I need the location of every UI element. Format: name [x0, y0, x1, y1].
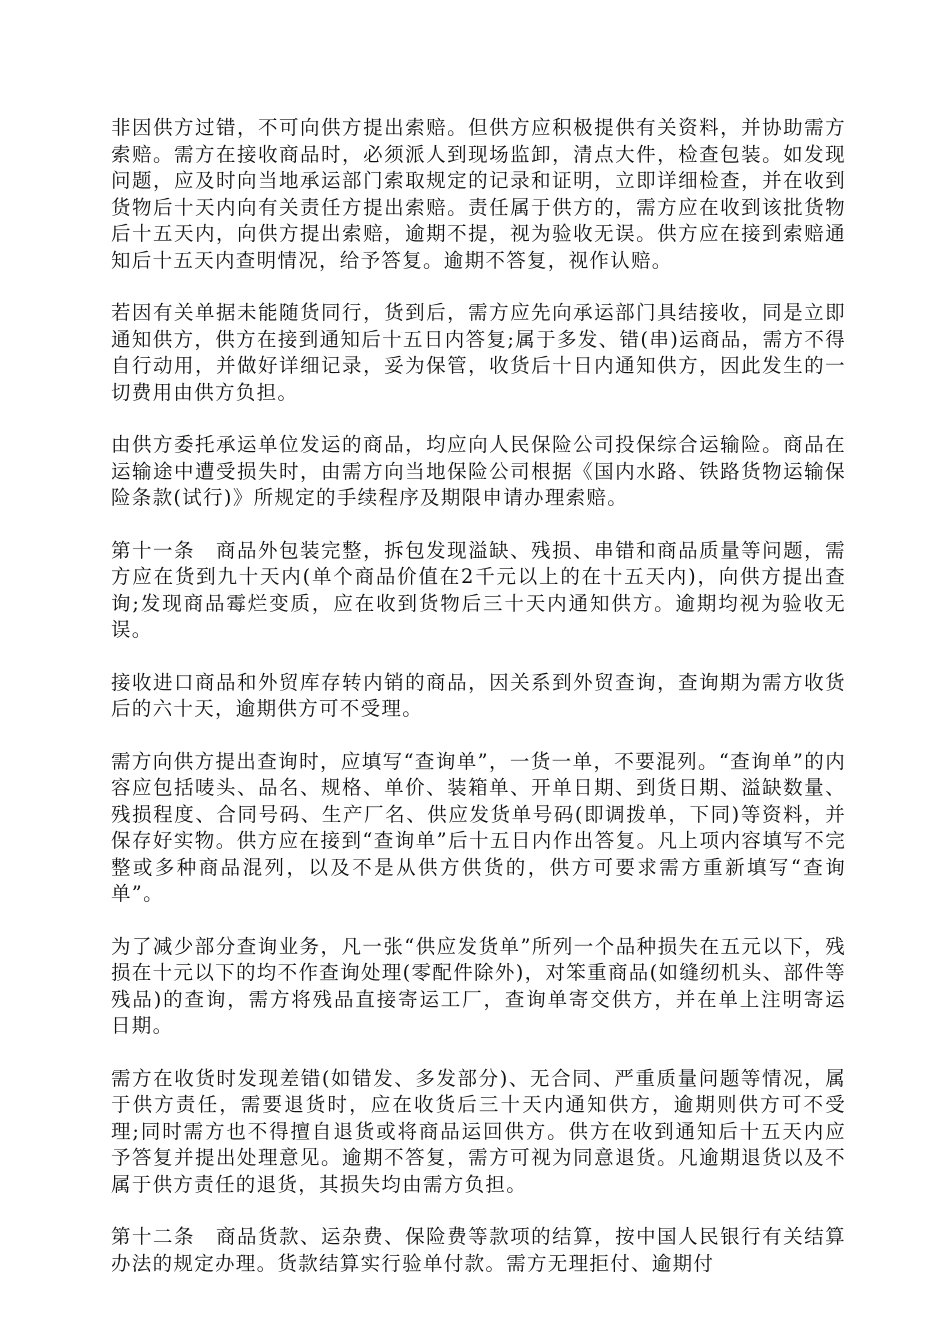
paragraph-article-11: 第十一条 商品外包装完整，拆包发现溢缺、残损、串错和商品质量等问题，需方应在货到九十天内(单个商品价值在2千元以上的在十五天内)，向供方提出查询;发现商品霉烂变质，应在收到货物后三十天内通知供方。逾期均视为验收无误。: [111, 538, 846, 641]
paragraph-returns: 需方在收货时发现差错(如错发、多发部分)、无合同、严重质量问题等情况，属于供方责任，需要退货时，应在收货后三十天内通知供方，逾期则供方可不受理;同时需方也不得擅自退货或将商品运回供方。供方在收到通知后十五天内应予答复并提出处理意见。逾期不答复，需方可视为同意退货。凡逾期退货以及不属于供方责任的退货，其损失均由需方负担。: [111, 1066, 846, 1196]
paragraph-query-form: 需方向供方提出查询时，应填写“查询单”，一货一单，不要混列。“查询单”的内容应包括唛头、品名、规格、单价、装箱单、开单日期、到货日期、溢缺数量、残损程度、合同号码、生产厂名、供应发货单号码(即调拨单，下同)等资料，并保存好实物。供方应在接到“查询单”后十五日内作出答复。凡上项内容填写不完整或多种商品混列，以及不是从供方供货的，供方可要求需方重新填写“查询单”。: [111, 749, 846, 905]
document-body: [111, 115, 846, 1303]
paragraph-claims: 非因供方过错，不可向供方提出索赔。但供方应积极提供有关资料，并协助需方索赔。需方在接收商品时，必须派人到现场监卸，清点大件，检查包装。如发现问题，应及时向当地承运部门索取规定的记录和证明，立即详细检查，并在收到货物后十天内向有关责任方提出索赔。责任属于供方的，需方应在收到该批货物后十五天内，向供方提出索赔，逾期不提，视为验收无误。供方应在接到索赔通知后十五天内查明情况，给予答复。逾期不答复，视作认赔。: [111, 116, 846, 272]
paragraph-missing-documents: 若因有关单据未能随货同行，货到后，需方应先向承运部门具结接收，同是立即通知供方，供方在接到通知后十五日内答复;属于多发、错(串)运商品，需方不得自行动用，并做好详细记录，妥为保管，收货后十日内通知供方，因此发生的一切费用由供方负担。: [111, 301, 846, 404]
paragraph-article-12: 第十二条 商品货款、运杂费、保险费等款项的结算，按中国人民银行有关结算办法的规定办理。货款结算实行验单付款。需方无理拒付、逾期付: [111, 1225, 846, 1275]
paragraph-insurance: 由供方委托承运单位发运的商品，均应向人民保险公司投保综合运输险。商品在运输途中遭受损失时，由需方向当地保险公司根据《国内水路、铁路货物运输保险条款(试行)》所规定的手续程序及期限申请办理索赔。: [111, 433, 846, 509]
paragraph-import-goods: 接收进口商品和外贸库存转内销的商品，因关系到外贸查询，查询期为需方收货后的六十天，逾期供方可不受理。: [111, 670, 846, 720]
paragraph-reduce-queries: 为了减少部分查询业务，凡一张“供应发货单”所列一个品种损失在五元以下，残损在十元以下的均不作查询处理(零配件除外)，对笨重商品(如缝纫机头、部件等残品)的查询，需方将残品直接寄运工厂，查询单寄交供方，并在单上注明寄运日期。: [111, 934, 846, 1037]
